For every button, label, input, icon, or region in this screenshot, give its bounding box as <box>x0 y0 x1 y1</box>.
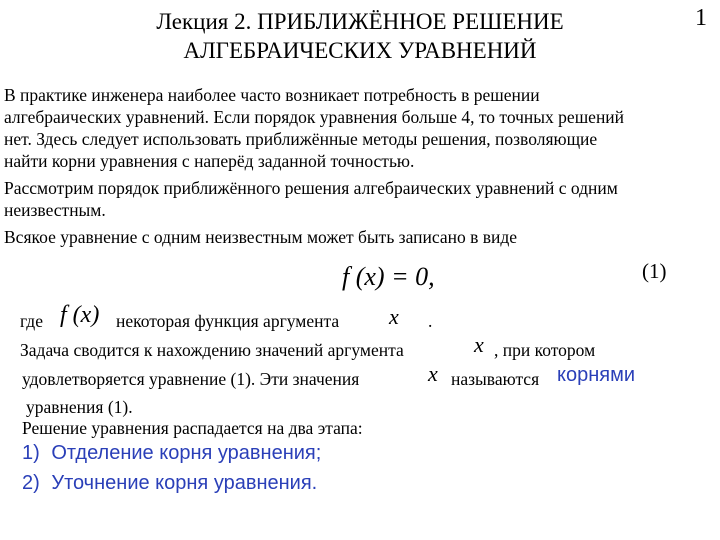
task-line-1: Задача сводится к нахождению значений аргумента <box>20 340 404 360</box>
where-text: некоторая функция аргумента <box>116 311 340 331</box>
where-fx: f (x) <box>60 302 100 328</box>
where-suffix: . <box>428 311 433 331</box>
stage-item-2 <box>22 472 317 495</box>
stage-1-number: 1) <box>22 442 40 464</box>
stage-2-number: 2) <box>22 472 40 494</box>
stage-1-label: Отделение корня уравнения; <box>51 442 322 464</box>
stage-2-label: Уточнение корня уравнения. <box>51 472 318 494</box>
where-prefix: где <box>20 311 43 331</box>
task-line-1-suffix: , при котором <box>494 340 596 360</box>
task-line-2-text2: называются <box>451 369 540 389</box>
intro-line-4: найти корни уравнения с наперёд заданной точностью. <box>4 151 415 171</box>
task-line-2: удовлетворяется уравнение (1). Эти значения <box>22 369 360 389</box>
page-number: 1 <box>695 5 707 31</box>
stage-item-1 <box>22 442 321 465</box>
intro-line-6: неизвестным. <box>4 200 106 220</box>
lecture-title-line2: АЛГЕБРАИЧЕСКИХ УРАВНЕНИЙ <box>183 38 537 63</box>
intro-line-7: Всякое уравнение с одним неизвестным может быть записано в виде <box>4 227 518 247</box>
stages-intro: Решение уравнения распадается на два этапа: <box>22 418 363 438</box>
task-line-2-x: x <box>428 361 438 386</box>
task-line-3: уравнения (1). <box>26 397 133 417</box>
intro-line-2: алгебраических уравнений. Если порядок уравнения больше 4, то точных решений <box>4 107 625 127</box>
equation-number: (1) <box>642 259 667 283</box>
equation-main: f (x) = 0, <box>342 262 435 291</box>
intro-line-5: Рассмотрим порядок приближённого решения алгебраических уравнений с одним <box>4 178 618 198</box>
task-line-1-x: x <box>474 332 484 357</box>
intro-line-3: нет. Здесь следует использовать приближённые методы решения, позволяющие <box>4 129 598 149</box>
roots-highlight: корнями <box>557 364 636 386</box>
where-x: x <box>389 304 399 329</box>
lecture-title-line1: Лекция 2. ПРИБЛИЖЁННОЕ РЕШЕНИЕ <box>156 9 564 34</box>
intro-line-1: В практике инженера наиболее часто возникает потребность в решении <box>4 85 540 105</box>
